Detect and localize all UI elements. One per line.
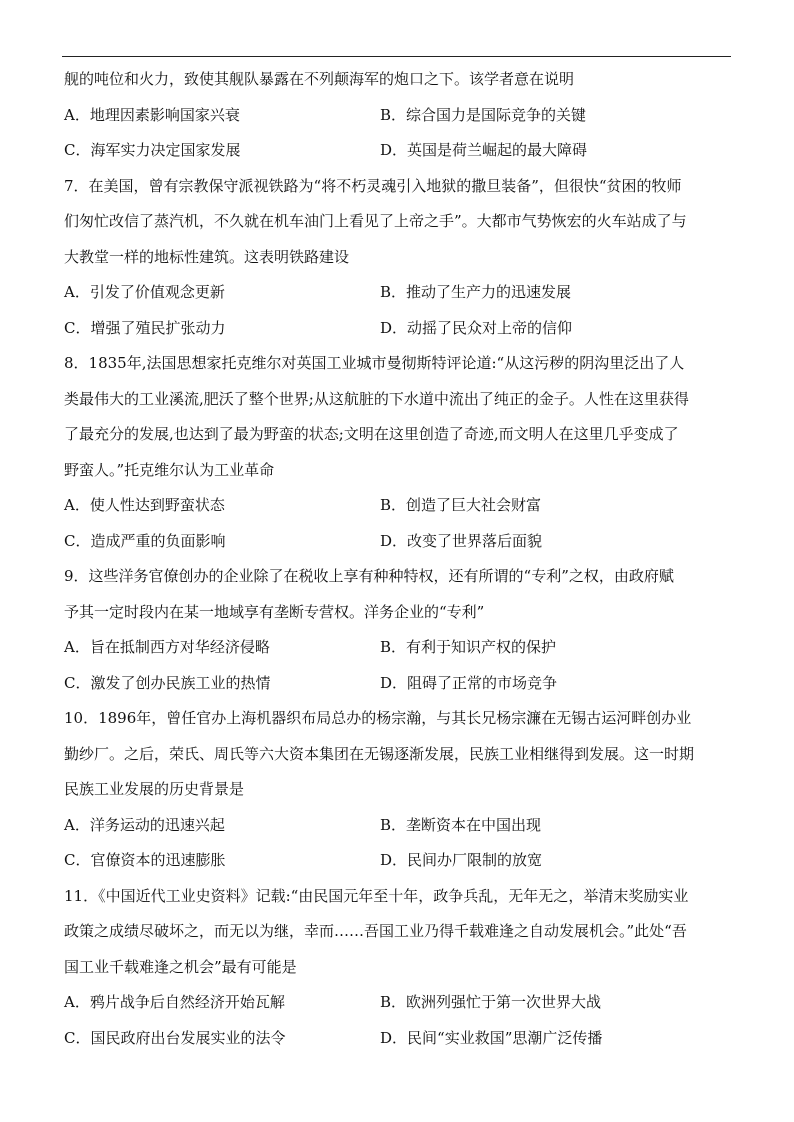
question-6-options-row-1 — [64, 106, 732, 124]
stem-line: 勤纱厂。之后，荣氏、周氏等六大资本集团在无锡逐渐发展，民族工业相继得到发展。这一时期 — [64, 744, 695, 763]
option-b[interactable]: B．垄断资本在中国出现 — [380, 815, 542, 834]
option-c[interactable]: C．造成严重的负面影响 — [64, 531, 226, 550]
stem-line: 7．在美国，曾有宗教保守派视铁路为“将不朽灵魂引入地狱的撒旦装备”，但很快“贫困的牧师 — [64, 176, 682, 195]
option-a[interactable]: A．引发了价值观念更新 — [64, 283, 225, 301]
option-d[interactable]: D．民间办厂限制的放宽 — [380, 851, 543, 869]
stem-line: 国工业千载难逢之机会”最有可能是 — [64, 957, 297, 976]
question-7-stem — [64, 177, 732, 266]
question-8-stem — [64, 354, 732, 479]
option-c[interactable]: C．官僚资本的迅速膨胀 — [64, 851, 226, 869]
question-8-options-row-1 — [64, 496, 732, 514]
question-9-options-row-2 — [64, 674, 732, 692]
option-b[interactable]: B．有利于知识产权的保护 — [380, 638, 557, 656]
option-d[interactable]: D．动摇了民众对上帝的信仰 — [380, 318, 573, 337]
exam-page — [64, 70, 732, 1064]
question-9-stem — [64, 567, 732, 621]
question-9-options-row-1 — [64, 638, 732, 656]
question-8-options-row-2 — [64, 532, 732, 550]
option-d[interactable]: D．英国是荷兰崛起的最大障碍 — [380, 141, 588, 159]
option-a[interactable]: A．鸦片战争后自然经济开始瓦解 — [64, 993, 285, 1011]
option-b[interactable]: B．综合国力是国际竞争的关键 — [380, 105, 587, 124]
option-b[interactable]: B．创造了巨大社会财富 — [380, 496, 542, 514]
option-d[interactable]: D．阻碍了正常的市场竞争 — [380, 673, 558, 692]
option-c[interactable]: C．激发了创办民族工业的热情 — [64, 673, 271, 692]
header-rule — [62, 56, 731, 57]
option-d[interactable]: D．改变了世界落后面貌 — [380, 531, 543, 550]
option-c[interactable]: C．增强了殖民扩张动力 — [64, 318, 226, 337]
question-10-stem — [64, 709, 732, 798]
stem-line: 11．《中国近代工业史资料》记载:“由民国元年至十年，政争兵乱，无年无之，举清末奖励实业 — [64, 886, 689, 905]
stem-line: 舰的吨位和火力，致使其舰队暴露在不列颠海军的炮口之下。该学者意在说明 — [64, 70, 575, 88]
option-c[interactable]: C．海军实力决定国家发展 — [64, 141, 241, 159]
question-7-options-row-1 — [64, 283, 732, 301]
option-a[interactable]: A．洋务运动的迅速兴起 — [64, 815, 225, 834]
option-c[interactable]: C．国民政府出台发展实业的法令 — [64, 1028, 286, 1047]
question-6-options-row-2 — [64, 141, 732, 159]
stem-line: 10．1896年，曾任官办上海机器织布局总办的杨宗瀚，与其长兄杨宗濂在无锡古运河畔创办业 — [64, 709, 692, 727]
question-11-options-row-1 — [64, 993, 732, 1011]
stem-line: 予其一定时段内在某一地域享有垄断专营权。洋务企业的“专利” — [64, 602, 485, 621]
question-7-options-row-2 — [64, 319, 732, 337]
stem-line: 9．这些洋务官僚创办的企业除了在税收上享有种种特权，还有所谓的“专利”之权，由政府赋 — [64, 567, 674, 585]
question-6-stem — [64, 70, 732, 88]
stem-line: 8．1835年,法国思想家托克维尔对英国工业城市曼彻斯特评论道:“从这污秽的阴沟里泛出了人 — [64, 354, 685, 372]
stem-line: 政策之成绩尽破坏之，而无以为继，幸而……吾国工业乃得千载难逢之自动发展机会。”此处“吾 — [64, 922, 687, 940]
question-11-options-row-2 — [64, 1029, 732, 1047]
option-a[interactable]: A．使人性达到野蛮状态 — [64, 496, 225, 514]
stem-line: 们匆忙改信了蒸汽机，不久就在机车油门上看见了上帝之手”。大都市气势恢宏的火车站成了与 — [64, 212, 687, 230]
option-d[interactable]: D．民间“实业救国”思潮广泛传播 — [380, 1028, 603, 1047]
option-a[interactable]: A．地理因素影响国家兴衰 — [64, 105, 240, 124]
stem-line: 了最充分的发展,也达到了最为野蛮的状态;文明在这里创造了奇迹,而文明人在这里几乎变成了 — [64, 425, 679, 443]
question-11-stem — [64, 887, 732, 976]
stem-line: 野蛮人。”托克维尔认为工业革命 — [64, 460, 275, 479]
stem-line: 大教堂一样的地标性建筑。这表明铁路建设 — [64, 247, 350, 266]
option-a[interactable]: A．旨在抵制西方对华经济侵略 — [64, 638, 270, 656]
stem-line: 类最伟大的工业溪流,肥沃了整个世界;从这航脏的下水道中流出了纯正的金子。人性在这里获得 — [64, 389, 689, 408]
question-10-options-row-1 — [64, 816, 732, 834]
option-b[interactable]: B．欧洲列强忙于第一次世界大战 — [380, 993, 602, 1011]
question-10-options-row-2 — [64, 851, 732, 869]
option-b[interactable]: B．推动了生产力的迅速发展 — [380, 283, 572, 301]
stem-line: 民族工业发展的历史背景是 — [64, 780, 245, 798]
